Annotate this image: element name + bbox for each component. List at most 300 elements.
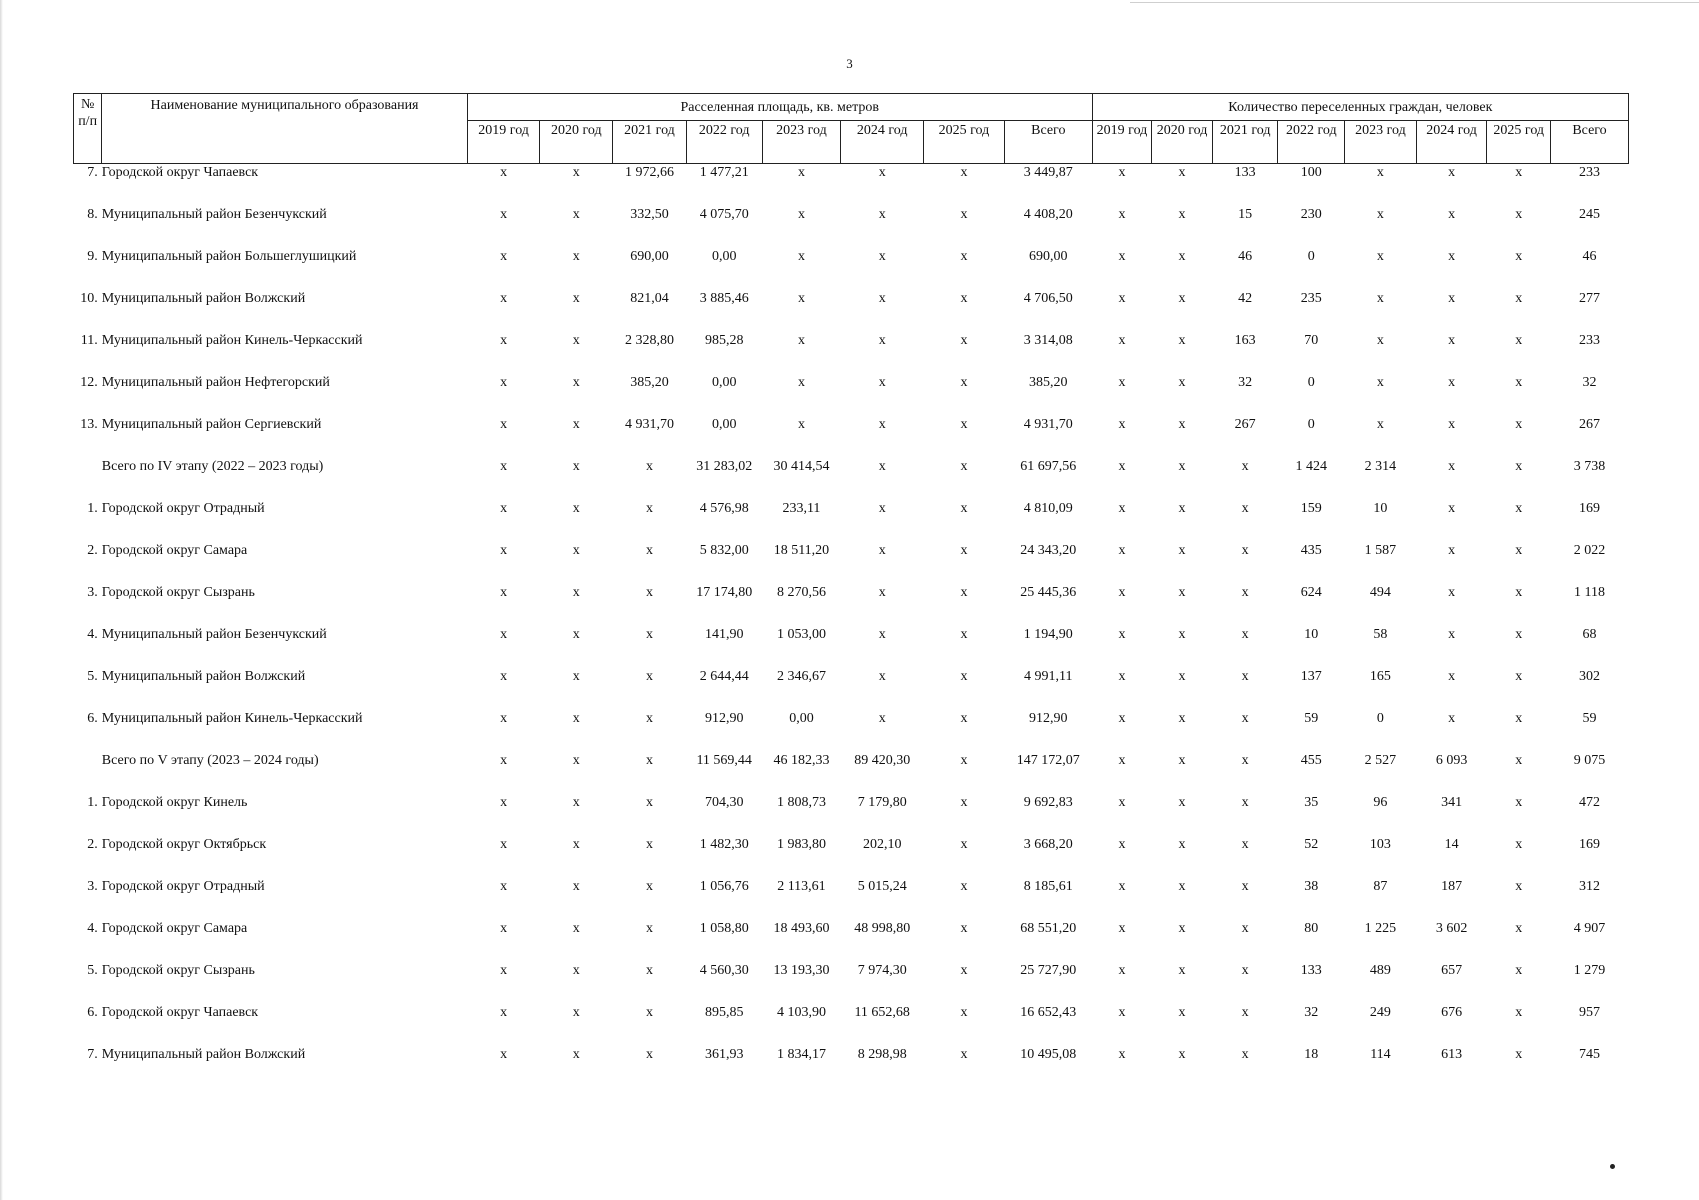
people-total-cell: 472: [1579, 795, 1601, 810]
row-number: 8.: [87, 207, 98, 222]
area-cell: 0,00: [711, 375, 737, 390]
header-people-year: 2025 год: [1487, 121, 1551, 164]
row-name: Муниципальный район Сергиевский: [101, 417, 322, 432]
people-cell: 6 093: [1435, 753, 1468, 768]
header-people-total: Всего: [1551, 121, 1629, 164]
people-cell: 38: [1304, 879, 1319, 894]
area-cell: x: [960, 1005, 968, 1020]
row-number: 3.: [87, 879, 98, 894]
table-row: [74, 1046, 1629, 1088]
area-cell: x: [500, 1005, 508, 1020]
people-cell: x: [1118, 543, 1126, 558]
row-name: Муниципальный район Безенчукский: [101, 627, 327, 642]
people-total-cell: 957: [1579, 1005, 1601, 1020]
people-cell: x: [1178, 921, 1186, 936]
area-cell: 1 834,17: [776, 1047, 826, 1062]
people-total-cell: 46: [1582, 249, 1597, 264]
table-row: [74, 920, 1629, 962]
area-cell: x: [500, 417, 508, 432]
people-cell: x: [1241, 585, 1249, 600]
people-cell: x: [1376, 375, 1384, 390]
area-cell: x: [500, 837, 508, 852]
area-cell: x: [797, 417, 805, 432]
people-cell: x: [1118, 291, 1126, 306]
area-cell: 48 998,80: [854, 921, 911, 936]
people-cell: 35: [1304, 795, 1319, 810]
people-total-cell: 169: [1579, 837, 1601, 852]
people-total-cell: 312: [1579, 879, 1601, 894]
area-cell: 17 174,80: [696, 585, 753, 600]
area-cell: x: [878, 585, 886, 600]
area-cell: x: [645, 879, 653, 894]
area-cell: 385,20: [630, 375, 669, 390]
people-cell: x: [1178, 627, 1186, 642]
people-cell: x: [1178, 585, 1186, 600]
people-cell: x: [1448, 333, 1456, 348]
area-cell: x: [500, 585, 508, 600]
area-cell: 30 414,54: [773, 459, 830, 474]
area-cell: x: [797, 333, 805, 348]
people-cell: 58: [1373, 627, 1388, 642]
area-cell: x: [960, 963, 968, 978]
area-cell: x: [572, 291, 580, 306]
row-number: 7.: [87, 1047, 98, 1062]
people-cell: x: [1448, 711, 1456, 726]
table-row: [74, 584, 1629, 626]
people-cell: x: [1448, 585, 1456, 600]
people-cell: 657: [1441, 963, 1463, 978]
header-people-year: 2023 год: [1345, 121, 1417, 164]
area-cell: x: [500, 879, 508, 894]
people-cell: x: [1241, 711, 1249, 726]
area-cell: x: [500, 795, 508, 810]
area-cell: x: [500, 669, 508, 684]
area-cell: x: [960, 585, 968, 600]
table-row: [74, 206, 1629, 248]
row-name: Муниципальный район Большеглушицкий: [101, 249, 357, 264]
row-number: 3.: [87, 585, 98, 600]
people-cell: 87: [1373, 879, 1388, 894]
header-area-year: 2023 год: [762, 121, 841, 164]
area-cell: 4 931,70: [624, 417, 674, 432]
header-people-year: 2020 год: [1152, 121, 1213, 164]
people-cell: x: [1448, 207, 1456, 222]
area-cell: x: [572, 963, 580, 978]
people-cell: 159: [1300, 501, 1322, 516]
row-number: 4.: [87, 921, 98, 936]
people-cell: x: [1118, 501, 1126, 516]
row-number: [74, 458, 102, 500]
area-cell: x: [572, 585, 580, 600]
people-cell: x: [1178, 711, 1186, 726]
table-row: [74, 710, 1629, 752]
area-cell: 1 972,66: [624, 165, 674, 180]
row-number: 1.: [87, 501, 98, 516]
people-cell: x: [1448, 375, 1456, 390]
area-total-cell: 3 449,87: [1023, 165, 1073, 180]
area-cell: 3 885,46: [699, 291, 749, 306]
row-name: Городской округ Кинель: [101, 795, 248, 810]
area-cell: x: [960, 837, 968, 852]
area-cell: x: [878, 711, 886, 726]
area-cell: x: [645, 963, 653, 978]
area-cell: 18 493,60: [773, 921, 830, 936]
area-total-cell: 61 697,56: [1020, 459, 1077, 474]
people-cell: 59: [1304, 711, 1319, 726]
people-cell: x: [1178, 1005, 1186, 1020]
people-cell: x: [1515, 459, 1523, 474]
area-cell: 7 179,80: [857, 795, 907, 810]
area-cell: x: [960, 291, 968, 306]
area-cell: 233,11: [782, 501, 821, 516]
table-row: [74, 668, 1629, 710]
area-cell: x: [878, 543, 886, 558]
people-cell: x: [1178, 417, 1186, 432]
row-name: Муниципальный район Нефтегорский: [101, 375, 330, 390]
area-cell: x: [960, 165, 968, 180]
people-total-cell: 9 075: [1573, 753, 1606, 768]
people-cell: 1 225: [1364, 921, 1397, 936]
people-cell: 489: [1369, 963, 1391, 978]
people-cell: x: [1178, 291, 1186, 306]
people-cell: 32: [1304, 1005, 1319, 1020]
row-number: 5.: [87, 963, 98, 978]
people-cell: 114: [1370, 1047, 1391, 1062]
header-people-group: Количество переселенных граждан, человек: [1092, 94, 1628, 121]
people-cell: x: [1118, 417, 1126, 432]
area-total-cell: 16 652,43: [1020, 1005, 1077, 1020]
area-cell: x: [960, 543, 968, 558]
people-cell: 3 602: [1435, 921, 1468, 936]
area-cell: x: [797, 291, 805, 306]
table-row: [74, 332, 1629, 374]
people-cell: x: [1515, 711, 1523, 726]
people-total-cell: 32: [1582, 375, 1597, 390]
people-cell: 70: [1304, 333, 1319, 348]
people-cell: x: [1515, 249, 1523, 264]
area-cell: 985,28: [704, 333, 744, 348]
header-number: № п/п: [74, 94, 102, 164]
people-cell: 165: [1369, 669, 1391, 684]
area-cell: x: [645, 921, 653, 936]
people-cell: x: [1118, 1047, 1126, 1062]
scan-top-line: [1130, 2, 1699, 3]
row-number: [74, 752, 102, 794]
area-cell: x: [500, 753, 508, 768]
area-cell: 4 560,30: [699, 963, 749, 978]
people-total-cell: 277: [1579, 291, 1601, 306]
area-total-cell: 10 495,08: [1020, 1047, 1077, 1062]
area-cell: x: [572, 1047, 580, 1062]
row-name: Муниципальный район Безенчукский: [101, 207, 327, 222]
area-cell: x: [797, 249, 805, 264]
table-row: [74, 458, 1629, 500]
header-people-year: 2021 год: [1212, 121, 1278, 164]
area-cell: 0,00: [789, 711, 814, 726]
row-name: Городской округ Самара: [101, 921, 248, 936]
scan-left-edge: [0, 0, 3, 1200]
area-cell: x: [645, 1005, 653, 1020]
people-cell: x: [1515, 165, 1523, 180]
people-cell: x: [1118, 585, 1126, 600]
people-cell: 0: [1307, 375, 1315, 390]
row-name: Городской округ Чапаевск: [101, 1005, 259, 1020]
people-cell: x: [1448, 249, 1456, 264]
area-total-cell: 147 172,07: [1016, 753, 1080, 768]
area-cell: x: [878, 669, 886, 684]
people-cell: x: [1515, 543, 1523, 558]
people-cell: x: [1448, 543, 1456, 558]
people-cell: x: [1448, 459, 1456, 474]
people-cell: x: [1241, 921, 1249, 936]
area-cell: x: [572, 669, 580, 684]
people-cell: x: [1515, 1005, 1523, 1020]
area-cell: 7 974,30: [857, 963, 907, 978]
row-number: 5.: [87, 669, 98, 684]
row-number: 9.: [87, 249, 98, 264]
people-cell: x: [1241, 501, 1249, 516]
people-cell: x: [1118, 1005, 1126, 1020]
people-cell: x: [1118, 921, 1126, 936]
area-cell: x: [960, 1047, 968, 1062]
area-cell: x: [797, 165, 805, 180]
people-cell: x: [1118, 711, 1126, 726]
row-number: 2.: [87, 543, 98, 558]
area-cell: 0,00: [711, 249, 737, 264]
area-cell: x: [645, 1047, 653, 1062]
row-name: Муниципальный район Волжский: [101, 1047, 306, 1062]
people-cell: x: [1515, 417, 1523, 432]
people-cell: x: [1515, 963, 1523, 978]
people-cell: x: [1241, 1005, 1249, 1020]
people-cell: x: [1178, 207, 1186, 222]
row-number: 12.: [80, 375, 98, 390]
people-cell: 624: [1300, 585, 1322, 600]
people-cell: 133: [1300, 963, 1322, 978]
people-cell: 163: [1234, 333, 1256, 348]
table-row: [74, 164, 1629, 207]
area-cell: x: [500, 963, 508, 978]
area-cell: 361,93: [704, 1047, 744, 1062]
table-row: [74, 626, 1629, 668]
people-total-cell: 169: [1579, 501, 1601, 516]
area-total-cell: 4 931,70: [1023, 417, 1073, 432]
area-cell: x: [645, 585, 653, 600]
people-cell: x: [1241, 795, 1249, 810]
people-cell: x: [1178, 753, 1186, 768]
people-cell: 494: [1369, 585, 1391, 600]
row-name: Городской округ Сызрань: [101, 585, 255, 600]
area-cell: x: [572, 879, 580, 894]
area-total-cell: 690,00: [1029, 249, 1068, 264]
area-total-cell: 24 343,20: [1020, 543, 1077, 558]
row-name: Городской округ Сызрань: [101, 963, 255, 978]
area-cell: x: [960, 417, 968, 432]
area-cell: 690,00: [630, 249, 669, 264]
area-cell: 8 298,98: [857, 1047, 907, 1062]
area-cell: x: [500, 501, 508, 516]
area-cell: x: [960, 753, 968, 768]
area-cell: x: [572, 1005, 580, 1020]
row-number: 2.: [87, 837, 98, 852]
row-number: 6.: [87, 1005, 98, 1020]
area-cell: 2 346,67: [776, 669, 826, 684]
people-cell: x: [1118, 963, 1126, 978]
area-cell: x: [572, 165, 580, 180]
area-cell: 2 328,80: [624, 333, 674, 348]
people-cell: x: [1241, 543, 1249, 558]
table-row: [74, 542, 1629, 584]
area-cell: x: [797, 207, 805, 222]
row-name: Городской округ Отрадный: [101, 501, 265, 516]
people-cell: x: [1118, 669, 1126, 684]
row-name: Всего по V этапу (2023 – 2024 годы): [101, 753, 319, 768]
people-cell: x: [1515, 207, 1523, 222]
people-cell: x: [1515, 585, 1523, 600]
header-area-year: 2022 год: [686, 121, 762, 164]
row-name: Муниципальный район Кинель-Черкасский: [101, 711, 363, 726]
people-total-cell: 745: [1579, 1047, 1601, 1062]
area-cell: x: [878, 165, 886, 180]
row-name: Городской округ Отрадный: [101, 879, 265, 894]
people-total-cell: 267: [1579, 417, 1601, 432]
people-cell: x: [1241, 459, 1249, 474]
area-total-cell: 3 668,20: [1023, 837, 1073, 852]
people-cell: x: [1178, 165, 1186, 180]
people-total-cell: 59: [1582, 711, 1597, 726]
area-total-cell: 8 185,61: [1023, 879, 1073, 894]
people-cell: 230: [1300, 207, 1322, 222]
people-cell: 18: [1304, 1047, 1319, 1062]
people-cell: x: [1178, 837, 1186, 852]
area-cell: x: [500, 165, 508, 180]
people-cell: x: [1515, 627, 1523, 642]
people-cell: x: [1515, 333, 1523, 348]
area-cell: x: [645, 753, 653, 768]
area-cell: x: [500, 207, 508, 222]
row-name: Муниципальный район Волжский: [101, 669, 306, 684]
scan-speck: [1610, 1164, 1615, 1169]
people-cell: x: [1241, 669, 1249, 684]
area-cell: x: [572, 543, 580, 558]
row-number: 13.: [80, 417, 98, 432]
area-cell: x: [645, 795, 653, 810]
area-cell: 332,50: [630, 207, 669, 222]
area-cell: 1 482,30: [699, 837, 749, 852]
row-name: Муниципальный район Кинель-Черкасский: [101, 333, 363, 348]
area-total-cell: 68 551,20: [1020, 921, 1077, 936]
people-cell: x: [1241, 963, 1249, 978]
table-row: [74, 500, 1629, 542]
people-cell: x: [1178, 375, 1186, 390]
row-number: 10.: [80, 291, 98, 306]
area-cell: x: [960, 669, 968, 684]
area-cell: x: [878, 627, 886, 642]
people-cell: x: [1515, 1047, 1523, 1062]
people-total-cell: 1 279: [1573, 963, 1606, 978]
area-cell: x: [500, 333, 508, 348]
table-row: [74, 962, 1629, 1004]
area-total-cell: 25 445,36: [1020, 585, 1077, 600]
area-cell: x: [960, 249, 968, 264]
area-cell: x: [500, 459, 508, 474]
people-cell: x: [1515, 795, 1523, 810]
area-cell: 13 193,30: [773, 963, 830, 978]
people-cell: 1 587: [1364, 543, 1397, 558]
people-cell: 341: [1441, 795, 1463, 810]
area-total-cell: 4 408,20: [1023, 207, 1073, 222]
header-name: Наименование муниципального образования: [102, 94, 468, 164]
area-cell: x: [572, 333, 580, 348]
table-row: [74, 416, 1629, 458]
header-area-total: Всего: [1004, 121, 1092, 164]
people-total-cell: 3 738: [1573, 459, 1606, 474]
people-cell: 0: [1376, 711, 1384, 726]
people-cell: 133: [1234, 165, 1256, 180]
table-row: [74, 248, 1629, 290]
area-cell: x: [500, 1047, 508, 1062]
area-cell: x: [572, 753, 580, 768]
row-number: 7.: [87, 165, 98, 180]
people-cell: 46: [1238, 249, 1253, 264]
page-number: 3: [846, 56, 853, 71]
area-cell: x: [645, 837, 653, 852]
area-total-cell: 912,90: [1029, 711, 1068, 726]
area-cell: x: [878, 501, 886, 516]
row-number: 1.: [87, 795, 98, 810]
people-cell: 1 424: [1295, 459, 1328, 474]
area-cell: 1 477,21: [699, 165, 749, 180]
area-cell: x: [572, 795, 580, 810]
resettlement-table: [73, 93, 1629, 1088]
people-cell: x: [1376, 207, 1384, 222]
people-cell: x: [1118, 459, 1126, 474]
people-cell: 100: [1300, 165, 1322, 180]
area-total-cell: 4 991,11: [1024, 669, 1073, 684]
area-cell: x: [500, 711, 508, 726]
table-row: [74, 836, 1629, 878]
area-cell: 895,85: [704, 1005, 744, 1020]
people-cell: 676: [1441, 1005, 1463, 1020]
people-cell: x: [1376, 333, 1384, 348]
area-cell: x: [500, 921, 508, 936]
people-cell: 10: [1373, 501, 1388, 516]
area-cell: x: [500, 543, 508, 558]
people-cell: 0: [1307, 417, 1315, 432]
area-cell: x: [500, 291, 508, 306]
people-cell: x: [1178, 795, 1186, 810]
area-cell: x: [572, 921, 580, 936]
area-cell: 1 983,80: [776, 837, 826, 852]
area-cell: x: [797, 375, 805, 390]
people-cell: x: [1515, 753, 1523, 768]
row-number: 4.: [87, 627, 98, 642]
area-cell: 89 420,30: [854, 753, 911, 768]
area-cell: x: [645, 669, 653, 684]
area-cell: x: [572, 417, 580, 432]
people-cell: x: [1178, 543, 1186, 558]
people-cell: x: [1118, 627, 1126, 642]
area-total-cell: 3 314,08: [1023, 333, 1073, 348]
area-cell: 704,30: [704, 795, 744, 810]
area-cell: x: [878, 207, 886, 222]
area-cell: x: [645, 543, 653, 558]
area-cell: x: [960, 711, 968, 726]
table-row: [74, 1004, 1629, 1046]
people-cell: x: [1118, 795, 1126, 810]
people-cell: x: [1241, 879, 1249, 894]
people-cell: x: [1448, 627, 1456, 642]
